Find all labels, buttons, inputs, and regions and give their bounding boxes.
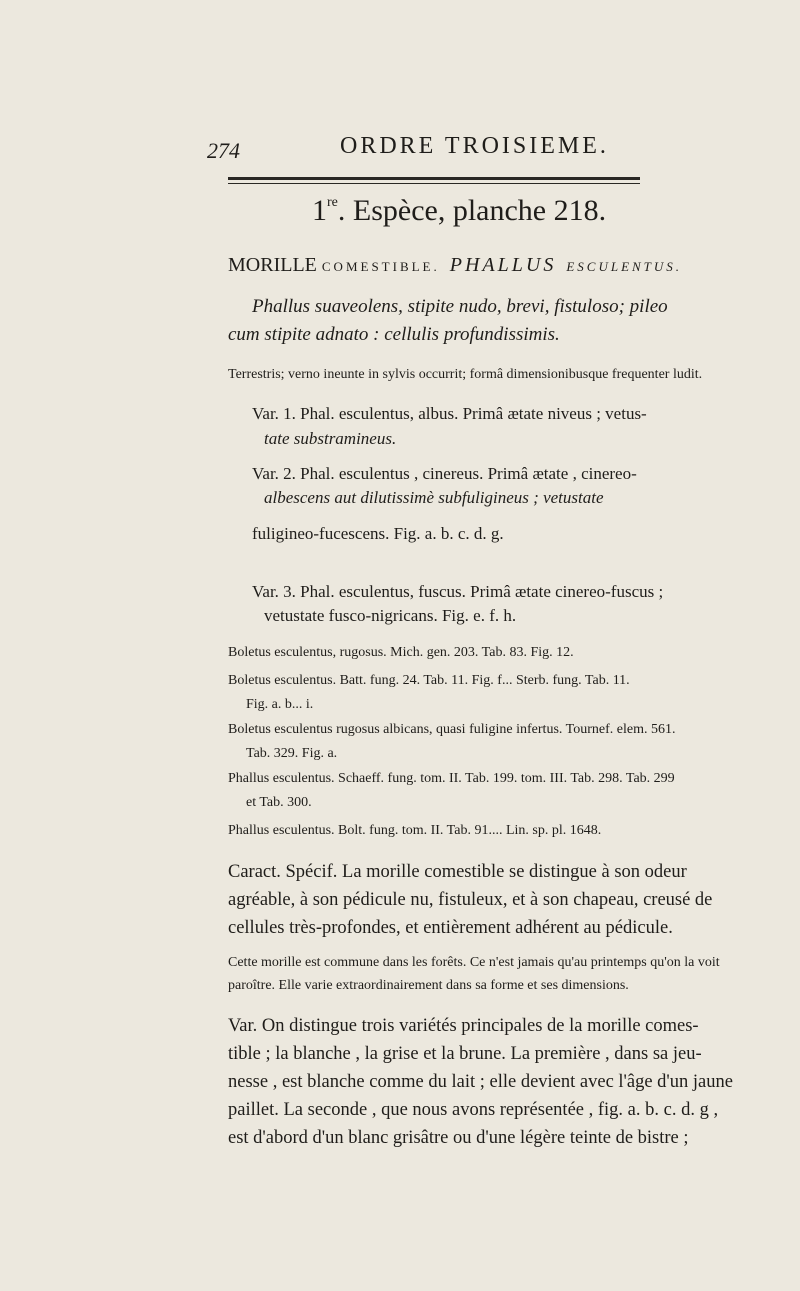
synonym-1: Boletus esculentus, rugosus. Mich. gen. 203. Tab. 83. Fig. 12. xyxy=(228,645,574,660)
note-line-2: paroître. Elle varie extraordinairement dans sa forme et ses dimensions. xyxy=(228,978,629,993)
latin-epithet: ESCULENTUS. xyxy=(566,259,683,274)
synonym-4-line-2: et Tab. 300. xyxy=(246,795,312,810)
species-number-sup: re xyxy=(327,195,338,210)
diagnosis-line-2: cum stipite adnato : cellulis profundissimis. xyxy=(228,324,560,345)
synonym-4-line-1: Phallus esculentus. Schaeff. fung. tom. II. Tab. 199. tom. III. Tab. 298. Tab. 299 xyxy=(228,771,675,786)
var-paragraph-line-2: tible ; la blanche , la grise et la brune. La première , dans sa jeu- xyxy=(228,1044,702,1064)
variety-1-line-2: tate substramineus. xyxy=(264,429,397,448)
species-name-line xyxy=(228,254,682,277)
note-line-1: Cette morille est commune dans les forêts. Ce n'est jamais qu'au printemps qu'on la voit xyxy=(228,955,720,970)
var-paragraph-line-5: est d'abord d'un blanc grisâtre ou d'une légère teinte de bistre ; xyxy=(228,1128,689,1148)
variety-2-line-1: Var. 2. Phal. esculentus , cinereus. Primâ ætate , cinereo- xyxy=(252,464,637,483)
diagnosis-line-1: Phallus suaveolens, stipite nudo, brevi, fistuloso; pileo xyxy=(252,296,668,317)
species-heading-rest: . Espèce, planche 218. xyxy=(337,194,607,227)
common-name: MORILLE xyxy=(228,254,317,276)
var-paragraph-line-3: nesse , est blanche comme du lait ; elle devient avec l'âge d'un jaune xyxy=(228,1072,733,1092)
habitat-text: Terrestris; verno ineunte in sylvis occurrit; formâ dimensionibusque frequenter ludit. xyxy=(228,367,703,382)
header-rule-thin xyxy=(228,183,640,184)
synonym-2-line-1: Boletus esculentus. Batt. fung. 24. Tab. 11. Fig. f... Sterb. fung. Tab. 11. xyxy=(228,673,630,688)
synonym-3-line-2: Tab. 329. Fig. a. xyxy=(246,746,338,761)
common-epithet: COMESTIBLE. xyxy=(321,259,440,274)
species-heading xyxy=(312,194,606,228)
caract-line-2: agréable, à son pédicule nu, fistuleux, et à son chapeau, creusé de xyxy=(228,890,713,910)
variety-2-line-2: albescens aut dilutissimè subfuligineus ; vetustate xyxy=(264,488,604,507)
var-paragraph-line-1: Var. On distingue trois variétés principales de la morille comes- xyxy=(228,1016,699,1036)
caract-line-1: Caract. Spécif. La morille comestible se distingue à son odeur xyxy=(228,862,687,882)
running-head: ORDRE TROISIEME. xyxy=(340,133,609,159)
synonym-2-line-2: Fig. a. b... i. xyxy=(246,697,314,712)
header-rule-thick xyxy=(228,177,640,180)
var-paragraph-line-4: paillet. La seconde , que nous avons représentée , fig. a. b. c. d. g , xyxy=(228,1100,719,1120)
variety-1-line-1: Var. 1. Phal. esculentus, albus. Primâ ætate niveus ; vetus- xyxy=(252,404,647,423)
caract-line-3: cellules très-profondes, et entièrement adhérent au pédicule. xyxy=(228,918,673,938)
page-number: 274 xyxy=(207,138,240,163)
synonym-5: Phallus esculentus. Bolt. fung. tom. II. Tab. 91.... Lin. sp. pl. 1648. xyxy=(228,823,602,838)
species-number: 1 xyxy=(312,194,327,227)
synonym-3-line-1: Boletus esculentus rugosus albicans, quasi fuligine infertus. Tournef. elem. 561. xyxy=(228,722,676,737)
latin-genus: PHALLUS xyxy=(449,254,557,276)
variety-3-line-1: Var. 3. Phal. esculentus, fuscus. Primâ ætate cinereo-fuscus ; xyxy=(252,582,664,601)
variety-3-line-2: vetustate fusco-nigricans. Fig. e. f. h. xyxy=(264,606,517,625)
variety-2-line-3: fuligineo-fucescens. Fig. a. b. c. d. g. xyxy=(252,524,504,543)
